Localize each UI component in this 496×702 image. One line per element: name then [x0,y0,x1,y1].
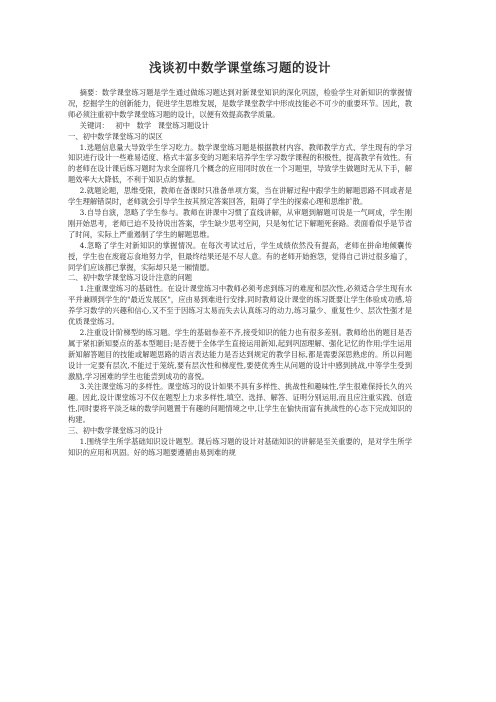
paragraph: 1.注重课堂练习的基础性。在设计课堂练习中教师必须考虑到练习的难度和层次性,必须适合学生现有水平并兼顾到学生的"最近发展区"，应由易到难进行安排,同时教师设计课堂的练习既要让学生体验成功感,培养学习数学的兴趣和信心,又不至于因练习太易而失去认真练习的动力,练习量少、重复性少、层次性强才是优质课堂练习。 [68,284,412,327]
section-heading-3: 三、初中数学课堂练习的设计 [68,426,163,436]
paragraph: 1.围绕学生所学基础知识设计题型。课后练习题的设计对基础知识的讲解是至关重要的，是对学生所学知识的应用和巩固。好的练习题要遵循由易到难的规 [68,437,412,457]
keywords [68,121,412,132]
keyword: 课堂练习题设计 [157,120,209,130]
paragraph: 3.自导自演，忽略了学生参与。教师在讲课中习惯了直线讲解，从审题到解题可说是一气呵成，学生刚刚开始思考，老师已迫不及待说出答案，学生缺少思考空间，只是匆忙记下解题死套路。表面看似乎是节省了时间，实际上严重遏制了学生的解题思维。 [68,207,412,239]
page-title: 浅谈初中数学课堂练习题的设计 [148,60,331,75]
section-heading-1: 一、初中数学课堂练习的误区 [68,131,163,141]
keyword: 初中 [115,120,131,130]
paragraph: 3.关注课堂练习的多样性。课堂练习的设计如果不具有多样性、挑战性和趣味性,学生很难保持长久的兴趣。因此,设计课堂练习不仅在题型上力求多样性,填空、选择、解答、证明分别运用,而且应注重实践、创造性,同时要将平淡乏味的数学问题置于有趣的问题情境之中,让学生在愉快而富有挑战性的心态下完成知识的构建。 [68,382,412,425]
paragraph: 1.选题信息量大导致学生学习吃力。数学课堂练习题是根据教材内容、教师教学方式、学生现有的学习知识进行设计一些难易适度、格式丰富多变的习题来培养学生学习数学课程的积极性，提高教学有效性。有的老师在设计课后练习题时为求全面将几个概念的应用同时放在一个习题里，导致学生做题时无从下手，解题效率大大降低，不利于知识点的掌握。 [68,142,412,185]
keyword: 数学 [136,120,152,130]
paragraph: 2.注重设计阶梯型的练习题。学生的基础参差不齐,接受知识的能力也有很多差别。教师给出的题目是否属于紧扣新知要点的基本型题目;是否便于全体学生直接运用新知,起到巩固理解、强化记忆的作用;学生运用新知解答题目的技能或解题思路的语言表达能力是否达到规定的教学目标,都是需要深思熟虑的。所以问题设计一定要有层次,不能过于笼统,要有层次性和梯度性,要使优秀生从问题的设计中感到挑战,中等学生受到激励,学习困难的学生也能尝到成功的喜悦。 [68,327,412,381]
paragraph: 2.就题论题，思维受限，教师在备课时只准备单项方案，当在讲解过程中跟学生的解题思路不同或者是学生理解错误时，老师就会引导学生按其预定答案回答，阻碍了学生的探索心理和思维扩散。 [68,186,412,207]
paragraph: 4.忽略了学生对新知识的掌握情况。在每次考试过后，学生成绩依然没有提高，老师在拼命地倾囊传授，学生也在废寝忘食地努力学，但最终结果还是不尽人意。有的老师开始抱怨，觉得自己讲过很多遍了，同学们应该都已掌握，实际却只是一厢情愿。 [68,240,412,272]
abstract: 摘要：数学课堂练习题是学生通过做练习题达到对新课堂知识的深化巩固，检验学生对新知识的掌握情况，挖掘学生的创新能力，促进学生思维发展，是数学课堂教学中形成技能必不可少的重要环节。因此，教师必须注重初中数学课堂练习题的设计，以便有效提高教学质量。 [68,88,412,119]
section-heading-2: 二、初中数学课堂练习设计注意的问题 [68,273,193,283]
keywords-label: 关键词： [79,120,109,130]
